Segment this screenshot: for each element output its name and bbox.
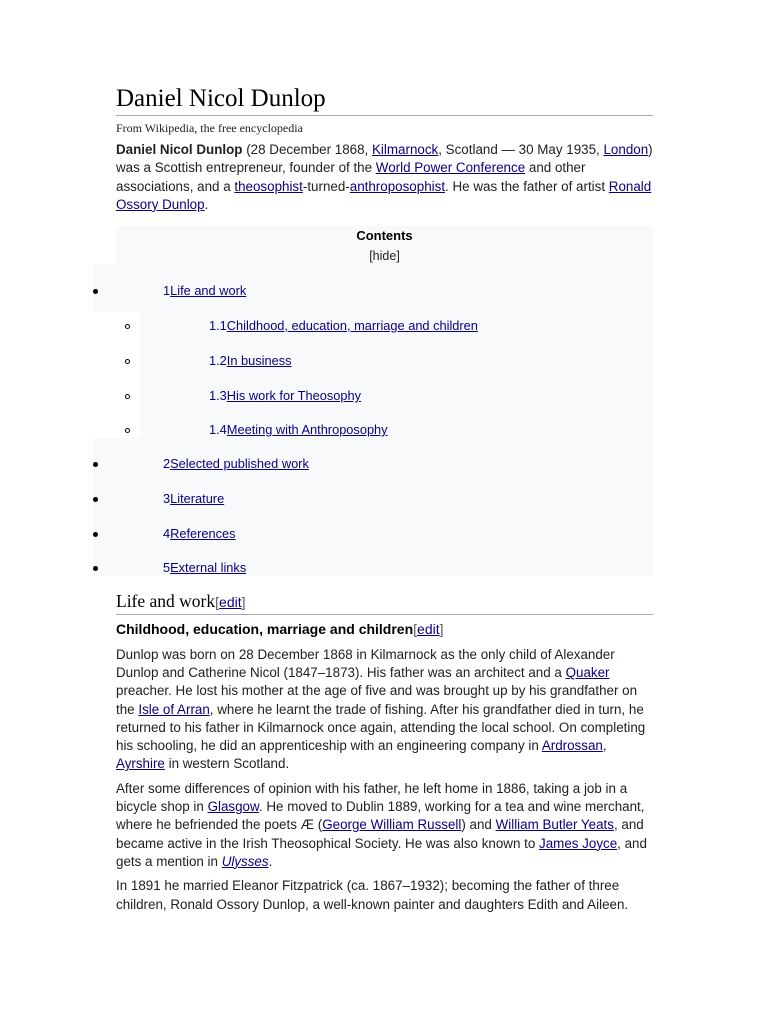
toc-label[interactable]: In business xyxy=(226,353,292,368)
toc-number: 1.4 xyxy=(209,422,227,437)
intro-text: . xyxy=(204,196,209,212)
toc-label[interactable]: External links xyxy=(170,560,247,575)
intro-text: ) was a Scottish entrepreneur, founder of the xyxy=(116,142,653,176)
edit-section-link[interactable] xyxy=(215,594,245,610)
toc-hide-toggle[interactable] xyxy=(116,249,653,263)
paragraph-text: , xyxy=(602,738,607,754)
paragraph-text: , and became active in the Irish Theosophical Society. He was also known to xyxy=(116,817,644,851)
link-james-joyce[interactable]: James Joyce xyxy=(539,835,618,851)
link-anthroposophist[interactable]: anthroposophist xyxy=(349,178,446,194)
link-isle-of-arran[interactable]: Isle of Arran xyxy=(138,701,210,717)
toc-number: 1.2 xyxy=(209,353,227,368)
toc-item-external-links[interactable] xyxy=(163,560,246,575)
paragraph-text: In 1891 he married Eleanor Fitzpatrick (ca. 1867–1932); becoming the father of three children, Ronald Ossory Dunlop, a well-known painter and daughters Edith and Aileen. xyxy=(116,878,629,912)
link-ulysses[interactable]: Ulysses xyxy=(221,853,269,869)
toc-number: 4 xyxy=(163,526,171,541)
intro-text: -turned- xyxy=(302,178,350,194)
toc-hide-label[interactable]: hide xyxy=(372,249,397,263)
paragraph-marriage xyxy=(116,877,653,913)
paragraph-text: in western Scotland. xyxy=(164,756,290,772)
toc-bullet xyxy=(93,497,98,502)
section-heading-text: Life and work xyxy=(116,591,216,611)
section-body xyxy=(116,646,653,920)
toc-label[interactable]: Literature xyxy=(170,491,225,506)
section-heading-life-and-work xyxy=(116,591,653,615)
toc-item-anthroposophy[interactable] xyxy=(209,422,388,437)
toc-label[interactable]: Selected published work xyxy=(170,456,309,471)
toc-item-literature[interactable] xyxy=(163,491,224,506)
intro-text: (28 December 1868, xyxy=(242,142,372,158)
toc-bullet xyxy=(93,462,98,467)
link-ardrossan[interactable]: Ardrossan xyxy=(541,738,603,754)
toc-item-life-and-work[interactable] xyxy=(163,283,246,298)
toc-number: 1 xyxy=(163,283,171,298)
toc-number: 1.1 xyxy=(209,318,227,333)
paragraph-childhood xyxy=(116,646,653,773)
paragraph-text: . He moved to Dublin 1889, working for a tea and wine merchant, where he befriended the poets Æ ( xyxy=(116,799,645,833)
toc-item-childhood[interactable] xyxy=(209,318,478,333)
toc-label[interactable]: References xyxy=(170,526,236,541)
subsection-heading-childhood xyxy=(116,620,444,639)
toc-item-selected-published-work[interactable] xyxy=(163,456,309,471)
link-william-butler-yeats[interactable]: William Butler Yeats xyxy=(495,817,614,833)
subsection-heading-text: Childhood, education, marriage and children xyxy=(116,621,414,637)
paragraph-text: , and gets a mention in xyxy=(116,835,647,869)
toc-number: 2 xyxy=(163,456,171,471)
link-glasgow[interactable]: Glasgow xyxy=(207,799,259,815)
toc-bullet xyxy=(93,532,98,537)
toc-item-references[interactable] xyxy=(163,526,236,541)
link-london[interactable]: London xyxy=(603,142,649,158)
link-george-william-russell[interactable]: George William Russell xyxy=(322,817,462,833)
link-theosophist[interactable]: theosophist xyxy=(234,178,303,194)
link-ayrshire[interactable]: Ayrshire xyxy=(116,756,165,772)
edit-bracket: ] xyxy=(439,621,444,637)
toc-item-theosophy[interactable] xyxy=(209,388,361,403)
toc-bracket: [ xyxy=(369,249,373,263)
intro-paragraph xyxy=(116,141,653,214)
toc-number: 5 xyxy=(163,560,171,575)
edit-bracket: [ xyxy=(215,594,220,610)
toc-bullet xyxy=(93,566,98,571)
intro-text: , Scotland — 30 May 1935, xyxy=(438,142,604,158)
link-quaker[interactable]: Quaker xyxy=(565,665,610,681)
edit-bracket: ] xyxy=(241,594,246,610)
toc-bracket: ] xyxy=(396,249,400,263)
toc-title: Contents xyxy=(356,228,413,243)
toc-label[interactable]: Life and work xyxy=(170,283,247,298)
site-tagline: From Wikipedia, the free encyclopedia xyxy=(116,121,303,135)
toc-sub-bullet xyxy=(125,324,130,329)
toc-number: 3 xyxy=(163,491,171,506)
paragraph-text: Dunlop was born on 28 December 1868 in Kilmarnock as the only child of Alexander Dunlop and Catherine Nicol (1847–1873). His father was an architect and a xyxy=(116,647,615,681)
toc-label[interactable]: Childhood, education, marriage and children xyxy=(226,318,478,333)
intro-text: . He was the father of artist xyxy=(445,178,609,194)
link-kilmarnock[interactable]: Kilmarnock xyxy=(372,142,439,158)
link-ronald-ossory-dunlop[interactable]: Ronald Ossory Dunlop xyxy=(116,178,652,212)
article-header xyxy=(116,84,653,220)
link-world-power-conference[interactable]: World Power Conference xyxy=(375,160,526,176)
intro-text: and other associations, and a xyxy=(116,160,586,194)
page-title: Daniel Nicol Dunlop xyxy=(116,84,653,116)
paragraph-text: After some differences of opinion with his father, he left home in 1886, taking a job in a bicycle shop in xyxy=(116,780,628,815)
edit-bracket: [ xyxy=(413,621,418,637)
paragraph-text: preacher. He lost his mother at the age of five and was brought up by his grandfather on the xyxy=(116,683,638,717)
toc-label[interactable]: Meeting with Anthroposophy xyxy=(226,422,388,437)
edit-subsection-link[interactable] xyxy=(413,621,443,637)
toc-sub-bullet xyxy=(125,359,130,364)
paragraph-text: . xyxy=(268,853,273,869)
toc-label[interactable]: His work for Theosophy xyxy=(226,388,361,403)
paragraph-text: ) and xyxy=(461,817,496,833)
toc-sub-bullet xyxy=(125,428,130,433)
paragraph-text: , where he learnt the trade of fishing. After his grandfather died in turn, he returned to his father in Kilmarnock once again, attending the local school. On completing his schooling, he did an apprenticeship with an engineering company in xyxy=(116,701,646,754)
edit-label[interactable]: edit xyxy=(219,594,242,610)
toc-bullet xyxy=(93,289,98,294)
toc-sub-bullet xyxy=(125,394,130,399)
paragraph-dublin xyxy=(116,780,653,871)
intro-bold-name: Daniel Nicol Dunlop xyxy=(116,142,243,158)
toc-item-in-business[interactable] xyxy=(209,353,292,368)
toc-number: 1.3 xyxy=(209,388,227,403)
edit-label[interactable]: edit xyxy=(417,621,440,637)
